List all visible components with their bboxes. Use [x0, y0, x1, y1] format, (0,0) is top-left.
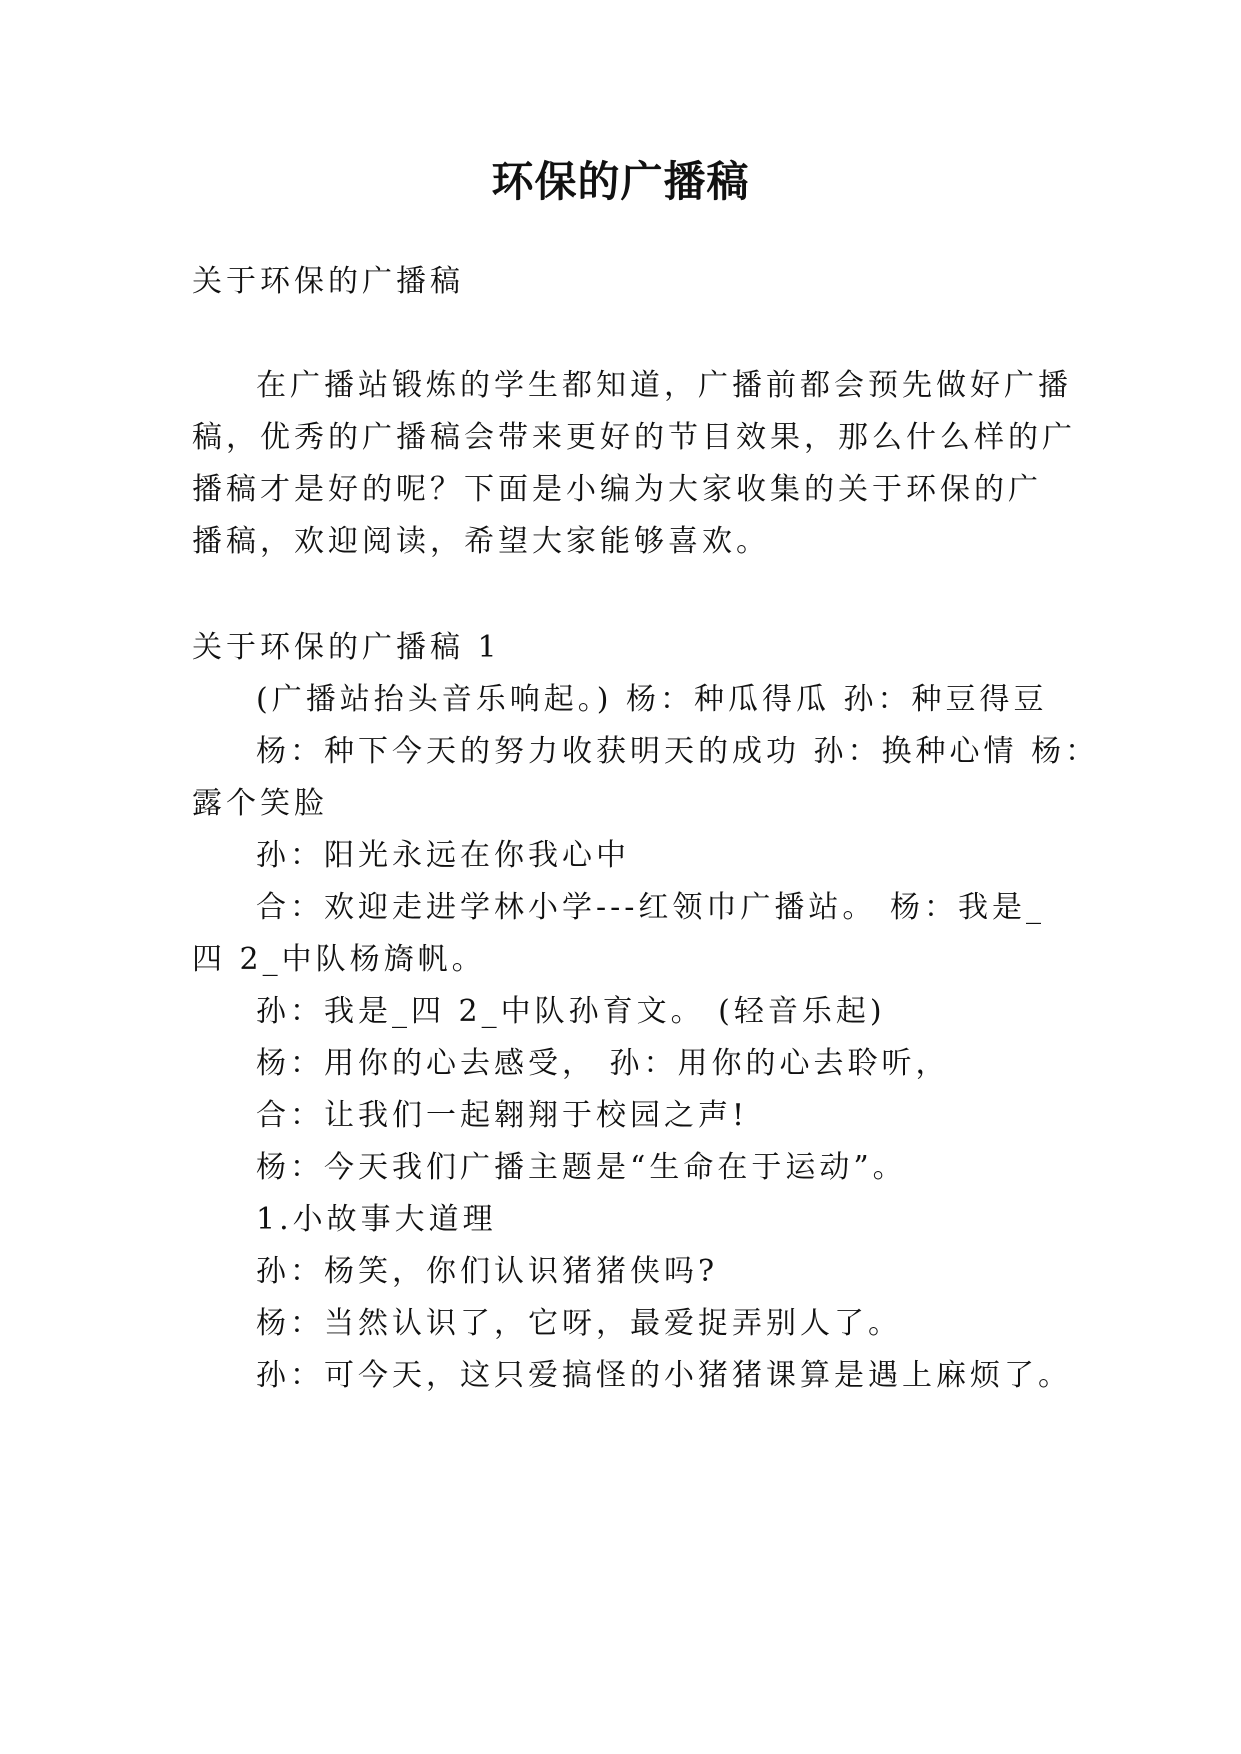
script-line: 合：欢迎走进学林小学---红领巾广播站。 杨：我是_	[256, 890, 1045, 925]
script-line: 露个笑脸	[192, 786, 328, 821]
intro-line-4: 播稿，欢迎阅读，希望大家能够喜欢。	[192, 524, 770, 559]
script-line: 合：让我们一起翱翔于校园之声!	[256, 1098, 749, 1133]
script-line: 孙：阳光永远在你我心中	[256, 838, 630, 873]
script-line: 孙：杨笑，你们认识猪猪侠吗?	[256, 1254, 719, 1289]
script-line: 杨：用你的心去感受， 孙：用你的心去聆听，	[256, 1046, 950, 1081]
script-line: 四 2_中队杨旖帆。	[192, 942, 486, 977]
document-title: 环保的广播稿	[491, 157, 750, 206]
section-heading: 关于环保的广播稿 1	[192, 630, 501, 665]
intro-line-1: 在广播站锻炼的学生都知道，广播前都会预先做好广播	[256, 368, 1072, 403]
script-line: 杨：当然认识了，它呀，最爱捉弄别人了。	[256, 1306, 902, 1341]
subtitle-line: 关于环保的广播稿	[192, 264, 464, 299]
intro-line-2: 稿，优秀的广播稿会带来更好的节目效果，那么什么样的广	[192, 420, 1076, 455]
script-line: 孙：我是_四 2_中队孙育文。 (轻音乐起)	[256, 994, 886, 1029]
intro-line-3: 播稿才是好的呢？下面是小编为大家收集的关于环保的广	[192, 472, 1042, 507]
script-line: 杨：今天我们广播主题是“生命在于运动”。	[256, 1150, 907, 1185]
script-line: 杨：种下今天的努力收获明天的成功 孙：换种心情 杨：	[256, 734, 1100, 769]
script-line: (广播站抬头音乐响起。) 杨：种瓜得瓜 孙：种豆得豆	[256, 682, 1048, 717]
script-line: 1.小故事大道理	[256, 1202, 497, 1237]
script-line: 孙：可今天，这只爱搞怪的小猪猪课算是遇上麻烦了。	[256, 1358, 1072, 1393]
